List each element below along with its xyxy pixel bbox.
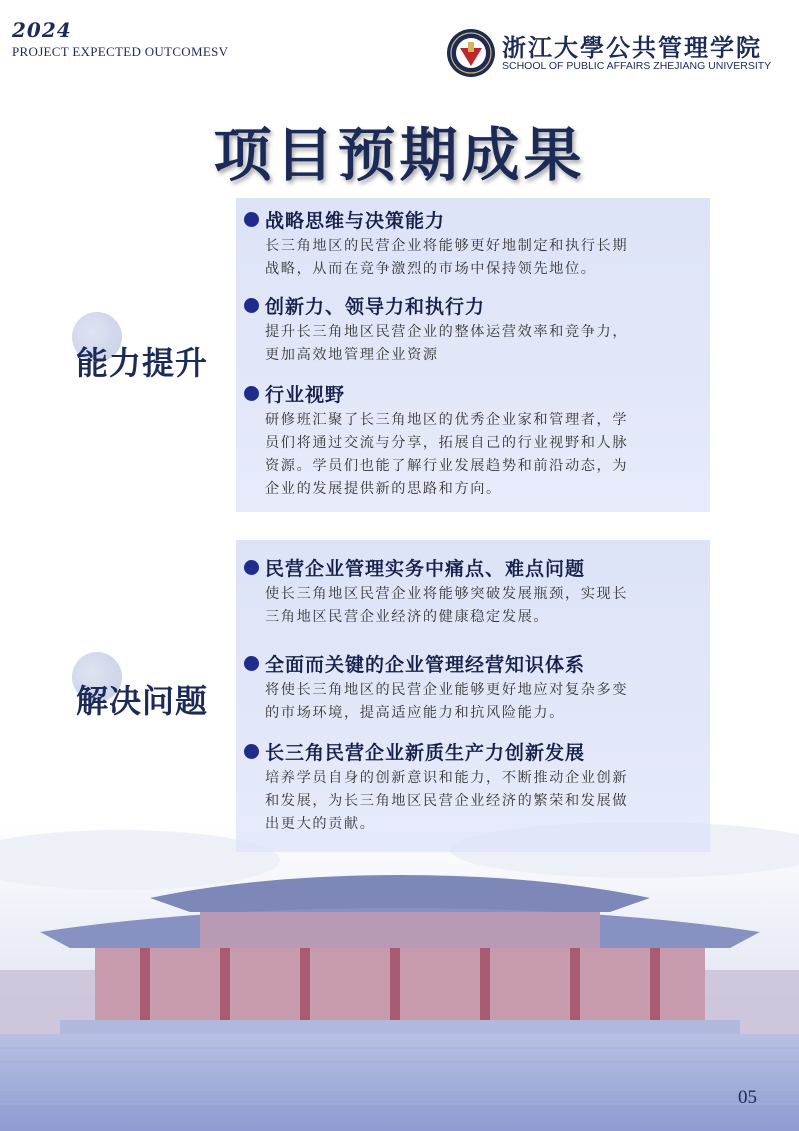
description-line: 培养学员自身的创新意识和能力，不断推动企业创新 [265, 770, 629, 786]
description-line: 资源。学员们也能了解行业发展趋势和前沿动态，为 [265, 458, 629, 474]
outcome-description [265, 321, 702, 367]
outcome-title: 民营企业管理实务中痛点、难点问题 [265, 558, 586, 580]
bullet-icon [244, 744, 259, 759]
outcome-title: 全面而关键的企业管理经营知识体系 [265, 654, 586, 676]
outcome-description [265, 409, 702, 501]
page-number: 05 [738, 1087, 757, 1108]
outcome-item [244, 738, 702, 836]
description-line: 更加高效地管理企业资源 [265, 347, 439, 363]
outcome-title: 长三角民营企业新质生产力创新发展 [265, 742, 586, 764]
school-name-en: SCHOOL OF PUBLIC AFFAIRS ZHEJIANG UNIVERSITY [502, 60, 772, 72]
description-line: 出更大的贡献。 [265, 816, 376, 832]
outcome-item [244, 554, 702, 629]
outcome-item [244, 650, 702, 725]
bullet-icon [244, 656, 259, 671]
outcome-description [265, 679, 702, 725]
section-label-problems: 解决问题 [76, 682, 209, 720]
description-line: 长三角地区的民营企业将能够更好地制定和执行长期 [265, 238, 629, 254]
bullet-icon [244, 560, 259, 575]
section-label-ability: 能力提升 [76, 344, 209, 382]
description-line: 研修班汇聚了长三角地区的优秀企业家和管理者，学 [265, 412, 629, 428]
school-name-cn: 浙江大學公共管理学院 [502, 33, 762, 62]
temple-building-illustration [0, 820, 799, 1131]
outcome-description [265, 767, 702, 836]
header-subtitle: PROJECT EXPECTED OUTCOMESV [12, 44, 229, 59]
description-line: 和发展，为长三角地区民营企业经济的繁荣和发展做 [265, 793, 629, 809]
description-line: 提升长三角地区民营企业的整体运营效率和竞争力， [265, 324, 629, 340]
school-seal-icon [446, 28, 496, 78]
bullet-icon [244, 212, 259, 227]
bullet-icon [244, 298, 259, 313]
description-line: 企业的发展提供新的思路和方向。 [265, 481, 502, 497]
description-line: 战略，从而在竞争激烈的市场中保持领先地位。 [265, 261, 597, 277]
outcome-title: 创新力、领导力和执行力 [265, 296, 486, 318]
bullet-icon [244, 386, 259, 401]
outcome-item [244, 206, 702, 281]
outcome-description [265, 235, 702, 281]
description-line: 的市场环境，提高适应能力和抗风险能力。 [265, 705, 565, 721]
description-line: 三角地区民营企业经济的健康稳定发展。 [265, 609, 550, 625]
outcome-description [265, 583, 702, 629]
outcome-item [244, 292, 702, 367]
description-line: 将使长三角地区的民营企业能够更好地应对复杂多变 [265, 682, 629, 698]
outcome-title: 战略思维与决策能力 [265, 210, 446, 232]
outcome-title: 行业视野 [265, 384, 346, 406]
description-line: 使长三角地区民营企业将能够突破发展瓶颈，实现长 [265, 586, 629, 602]
description-line: 员们将通过交流与分享，拓展自己的行业视野和人脉 [265, 435, 629, 451]
header-year: 2024 [12, 18, 72, 42]
page-title: 项目预期成果 [213, 121, 586, 189]
outcome-item [244, 380, 702, 501]
